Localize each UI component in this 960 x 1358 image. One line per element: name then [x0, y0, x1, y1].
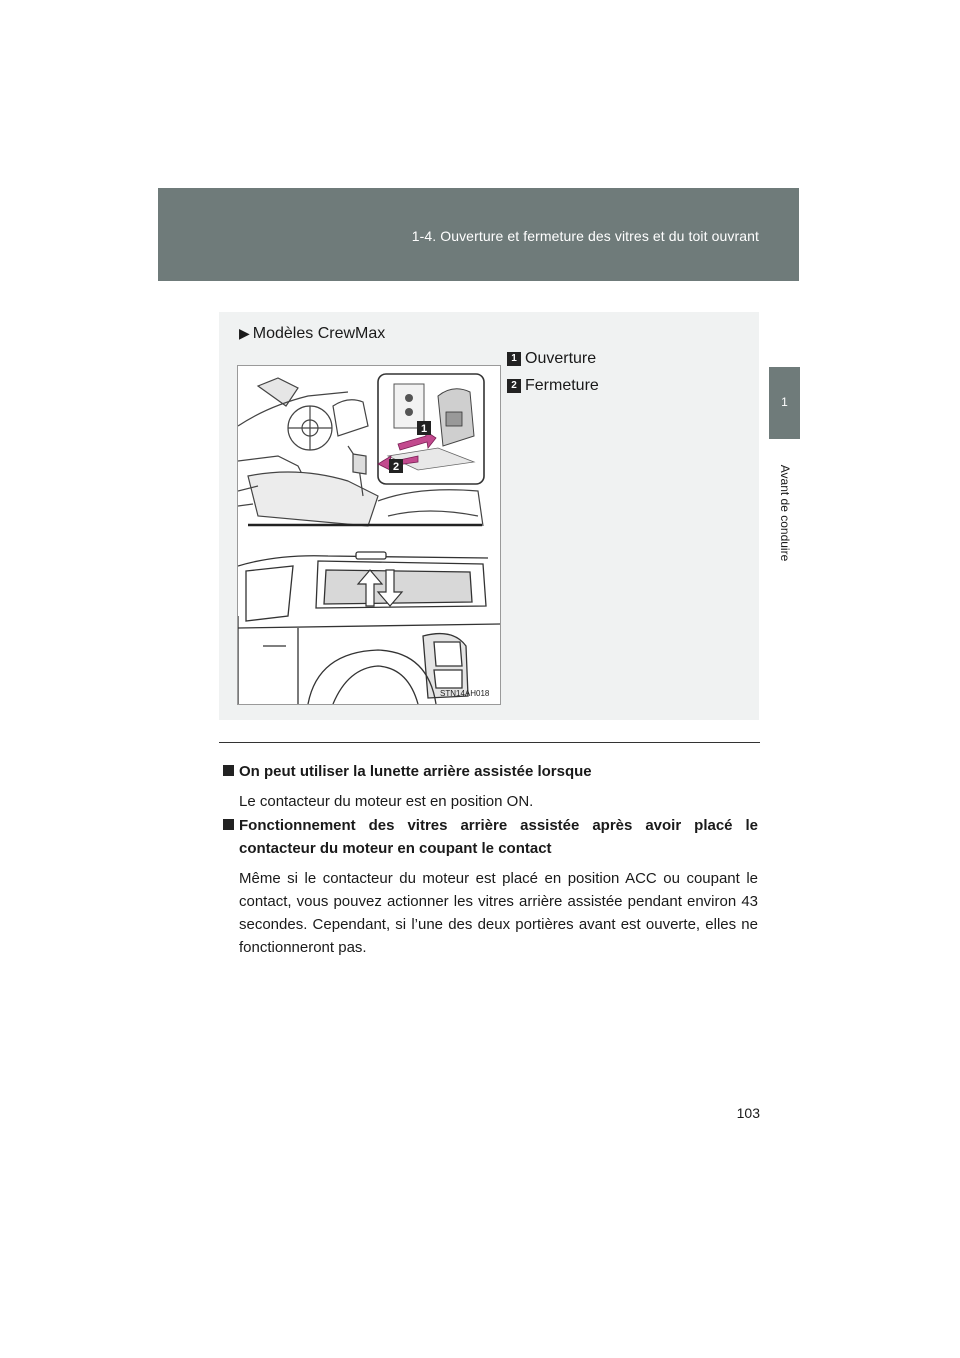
- callout-2-label: 2: [392, 461, 400, 473]
- legend-label: Ouverture: [525, 350, 597, 367]
- chapter-number: 1: [781, 395, 788, 409]
- note-heading-text: Fonctionnement des vitres arrière assistée après avoir placé le contacteur du moteur en coupant le contact: [239, 817, 758, 857]
- legend-item-close: [507, 377, 599, 395]
- vehicle-illustration: [237, 365, 501, 705]
- legend-number: 2: [507, 379, 521, 393]
- square-bullet-icon: [223, 819, 234, 830]
- note-body: Même si le contacteur du moteur est placé en position ACC ou coupant le contact, vous pouvez actionner les vitres arrière assistée pendant environ 43 secondes. Cependant, si l’une des deux portières avant est ouverte, elles ne fonctionneront pas.: [239, 870, 758, 956]
- section-divider: [219, 742, 760, 743]
- callout-1-label: 1: [420, 423, 428, 435]
- note-2: [223, 814, 758, 959]
- note-heading: [223, 760, 758, 783]
- figure-code: STN14AH018: [440, 689, 490, 698]
- triangle-bullet-icon: ▶: [239, 325, 250, 341]
- note-body: Le contacteur du moteur est en position ON.: [239, 793, 534, 810]
- note-heading-text: On peut utiliser la lunette arrière assistée lorsque: [239, 763, 592, 780]
- panel-heading-text: Modèles CrewMax: [252, 325, 386, 342]
- header-band: [158, 188, 799, 281]
- callout-1: [417, 421, 431, 435]
- panel-heading: [239, 325, 385, 343]
- chapter-tab: [769, 367, 800, 439]
- illustration-panel: [219, 312, 759, 720]
- chapter-label-text: Avant de conduire: [777, 464, 792, 562]
- chapter-label: [769, 448, 800, 578]
- section-title: 1-4. Ouverture et fermeture des vitres et du toit ouvrant: [411, 228, 759, 244]
- legend-number: 1: [507, 352, 521, 366]
- page-number: 103: [736, 1105, 760, 1121]
- note-heading: [223, 814, 758, 860]
- note-1: [223, 760, 758, 813]
- legend-item-open: [507, 350, 596, 368]
- illustration-svg: [238, 366, 500, 704]
- square-bullet-icon: [223, 765, 234, 776]
- legend-label: Fermeture: [525, 377, 599, 394]
- callout-2: [389, 459, 403, 473]
